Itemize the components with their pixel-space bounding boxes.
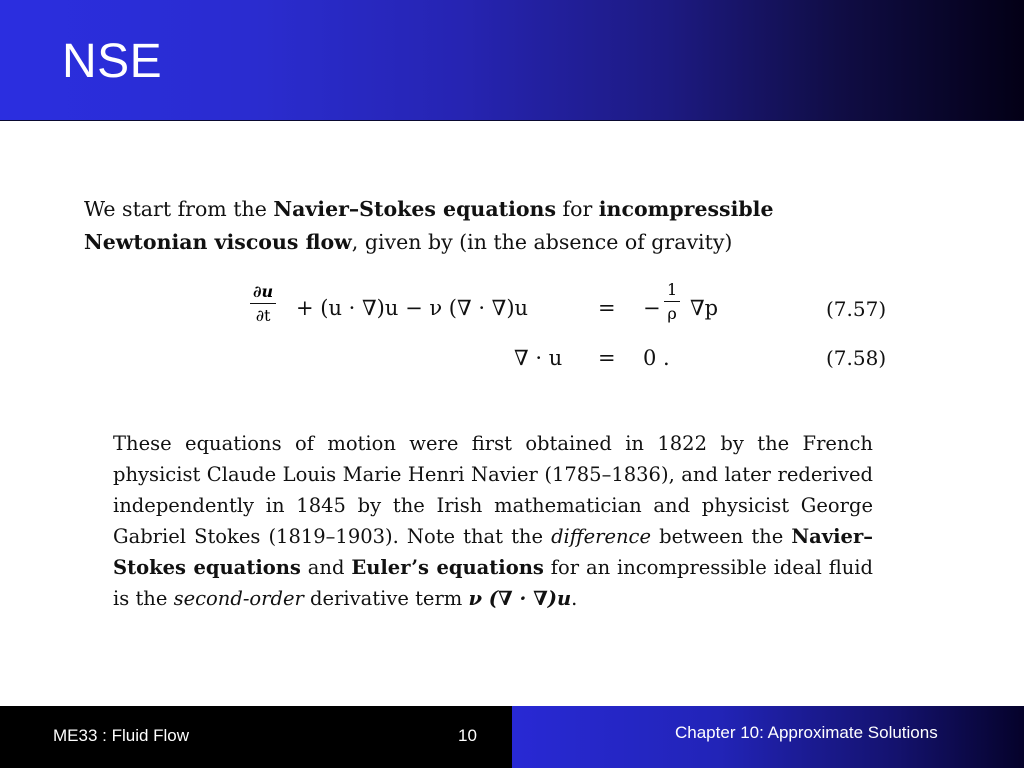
title-banner [0,0,1024,121]
intro-bold-flow: incompressible Newtonian viscous flow [84,197,774,254]
eq2-rhs: 0 . [643,346,670,370]
eq1-rhs-sign: − [643,296,661,320]
history-text-3: and [300,556,352,579]
eq1-rhs-gradient: ∇p [690,296,719,320]
eq2-lhs: ∇ · u [514,346,563,370]
intro-text-2: for [556,197,599,221]
footer-right-bar [512,706,1024,768]
history-text-1: These equations of motion were first obtained in 1822 by the French physicist Claude Louis Marie Henri Navier (1785–1836), and later rederived independently in 1845 by the Irish mathematician and physicist George Gabriel Stokes (1819–1903). Note that the [113,432,873,548]
history-text-5: derivative term [303,587,469,610]
footer-course-label: ME33 : Fluid Flow [53,726,190,745]
history-bold-navier-stokes: Navier–Stokes equations [113,525,873,579]
slide-title: NSE [62,35,163,88]
eq1-denominator: ∂t [255,306,271,325]
eq1-rhs-numerator: 1 [664,280,680,302]
history-bold-euler: Euler’s equations [351,556,544,579]
history-text-2: between the [651,525,792,548]
intro-paragraph [84,193,894,259]
eq1-lhs-terms: + (u · ∇)u − ν (∇ · ∇)u [296,296,529,320]
footer-left-bar [0,706,512,768]
eq2-number: (7.58) [826,346,887,370]
eq1-rhs-denominator: ρ [667,304,677,323]
intro-bold-navier-stokes: Navier–Stokes equations [273,197,556,221]
eq1-lhs-fraction [250,282,276,325]
history-italic-second-order: second-order [173,587,304,610]
footer-page-number: 10 [458,726,477,745]
eq2-equals: = [598,346,616,370]
eq1-numerator: ∂u [250,282,276,304]
history-italic-difference: difference [551,525,652,548]
history-text-4: for an incompressible ideal fluid is the [113,556,873,610]
history-math-term: ν (∇ · ∇)u [468,587,572,610]
history-paragraph [113,428,873,614]
eq1-rhs-fraction [664,280,680,323]
eq1-number: (7.57) [826,297,887,321]
history-text-6: . [571,587,578,610]
eq1-equals: = [598,296,616,320]
intro-text-1: We start from the [84,197,274,221]
footer-chapter-label: Chapter 10: Approximate Solutions [675,723,938,742]
intro-text-3: , given by (in the absence of gravity) [351,230,733,254]
